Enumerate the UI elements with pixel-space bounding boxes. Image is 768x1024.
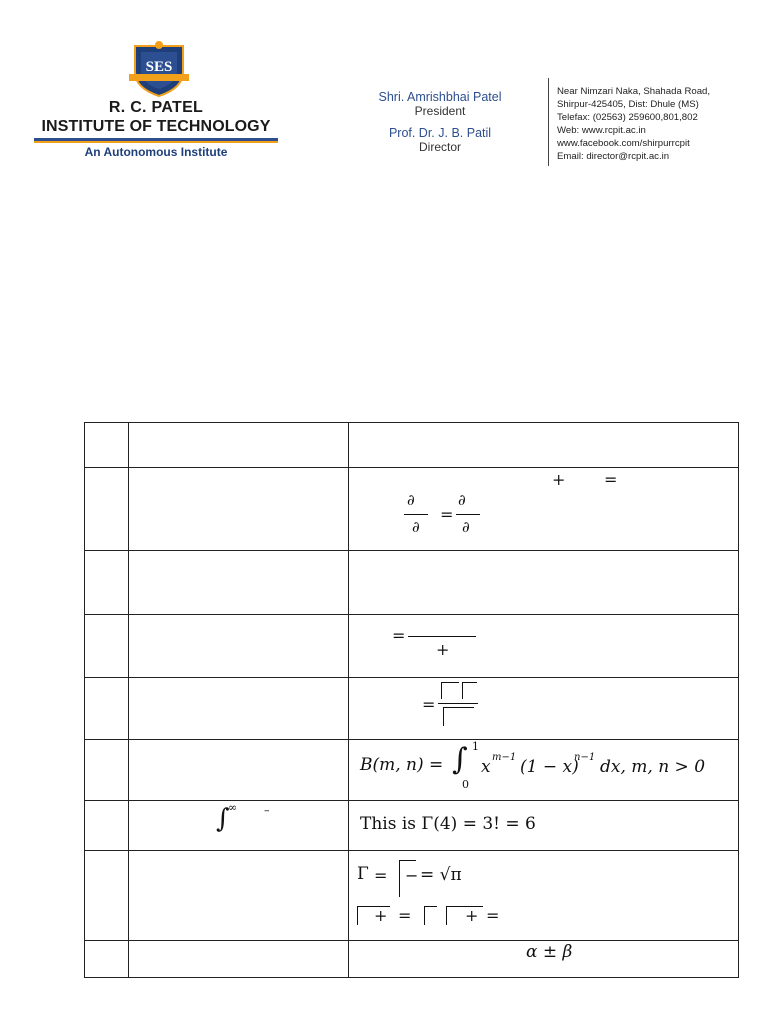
r7-equals-3: = [486, 906, 500, 925]
r5-exponent-1: m−1 [492, 752, 517, 763]
gamma-box [441, 682, 459, 699]
gamma-box [424, 906, 437, 925]
institute-logo [127, 38, 191, 100]
table-rule [84, 800, 739, 801]
r5-integrand: x [481, 757, 491, 777]
president-name: Shri. Amrishbhai Patel [378, 90, 502, 104]
fraction-bar [408, 636, 476, 637]
table-rule [84, 677, 739, 678]
r8-alpha-beta: α ± β [526, 942, 573, 962]
table-rule [738, 422, 739, 978]
r3-plus: + [436, 640, 450, 659]
r5-lower-limit: 0 [462, 778, 469, 791]
r1-partial-bottom: ∂ [412, 518, 420, 536]
fraction-bar [404, 514, 428, 515]
fraction-bar [438, 703, 478, 704]
table-rule [348, 422, 349, 978]
table-rule [84, 550, 739, 551]
address-line: Email: director@rcpit.ac.in [557, 151, 670, 162]
r7-gamma: Γ [357, 864, 369, 884]
r1-equals: = [604, 470, 618, 489]
table-rule [128, 422, 129, 978]
r1-plus: + [552, 470, 566, 489]
gamma-box [462, 682, 477, 699]
table-rule [84, 850, 739, 851]
r7-equals: = [374, 866, 388, 885]
table-rule [84, 940, 739, 941]
r6-integral-sign: ∫ [216, 804, 230, 834]
content-table [84, 422, 739, 978]
r5-upper-limit: 1 [472, 740, 479, 753]
address-line: Near Nimzari Naka, Shahada Road, [557, 86, 711, 97]
director-role: Director [418, 140, 461, 154]
address-line: www.facebook.com/shirpurrcpit [557, 138, 690, 149]
r1-partial-top-2: ∂ [458, 491, 466, 509]
r6-dash: – [264, 804, 270, 817]
r1-equals-sign: = [440, 505, 454, 524]
leadership-block [350, 90, 530, 154]
svg-text:SES: SES [145, 59, 173, 75]
address-block [557, 85, 757, 163]
fraction-bar [456, 514, 480, 515]
table-rule [84, 739, 739, 740]
header-separator [548, 78, 549, 166]
r6-gamma-statement: This is Γ(4) = 3! = 6 [360, 814, 536, 834]
r7-minus: − [405, 866, 419, 885]
r5-integral-sign: ∫ [452, 742, 468, 777]
r3-equals: = [392, 626, 406, 645]
table-rule [84, 422, 85, 978]
r6-upper-limit: ∞ [228, 801, 238, 814]
r7-plus-2: + [465, 906, 479, 925]
divider-gold [34, 141, 278, 143]
director-name: Prof. Dr. J. B. Patil [388, 126, 492, 140]
r7-plus-1: + [374, 906, 388, 925]
tagline: An Autonomous Institute [84, 145, 228, 159]
president-role: President [414, 104, 466, 118]
institute-name [34, 98, 278, 136]
table-rule [84, 467, 739, 468]
address-line: Web: www.rcpit.ac.in [557, 125, 646, 136]
r5-lhs: B(m, n) = [360, 755, 444, 775]
r5-middle: (1 − x) [520, 757, 579, 777]
r7-equals-2: = [398, 906, 412, 925]
gamma-box [443, 707, 474, 726]
table-rule [84, 614, 739, 615]
address-line: Telefax: (02563) 259600,801,802 [557, 112, 698, 123]
r7-sqrt-pi: = √π [420, 865, 462, 885]
r1-partial-bottom-2: ∂ [462, 518, 470, 536]
table-rule [84, 977, 739, 978]
r5-exponent-2: n−1 [574, 752, 596, 763]
institute-line-1: R. C. PATEL [108, 99, 204, 116]
address-line: Shirpur-425405, Dist: Dhule (MS) [557, 99, 699, 110]
r5-tail: dx, m, n > 0 [600, 757, 706, 777]
table-rule [84, 422, 739, 423]
institute-line-2: INSTITUTE OF TECHNOLOGY [41, 118, 271, 135]
r4-equals: = [422, 695, 436, 714]
r1-partial-top: ∂ [407, 491, 415, 509]
